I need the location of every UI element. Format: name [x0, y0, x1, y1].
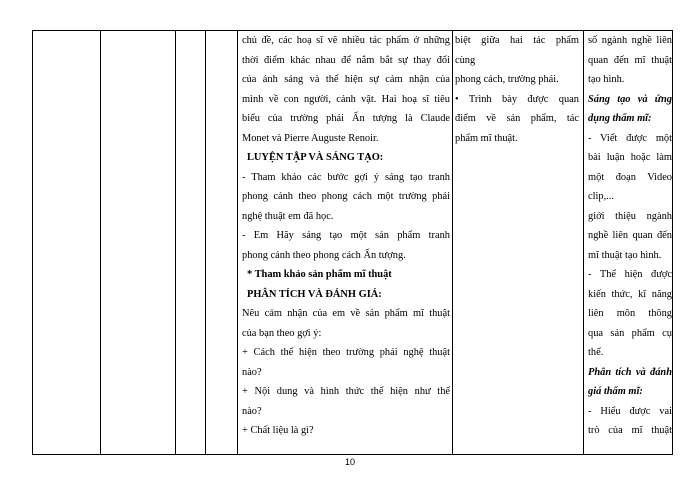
text-line: qua sản phẩm cụ: [588, 327, 672, 339]
text-line: quan đến mĩ thuật: [588, 54, 672, 66]
text-line: • Trình bày được quan: [455, 93, 579, 105]
text-line: Nêu cảm nhận của em về sản phẩm mĩ thuật: [242, 308, 450, 319]
text-line: trò của mĩ thuật: [588, 425, 672, 436]
text-line: - Thể hiện được: [588, 269, 672, 280]
content-column: [242, 31, 450, 456]
text-line: kiến thức, kĩ năng: [588, 288, 672, 300]
text-line: phẩm mĩ thuật.: [455, 132, 518, 144]
text-line: clip,...: [588, 191, 614, 202]
section-heading-practice: LUYỆN TẬP VÀ SÁNG TẠO:: [247, 152, 384, 163]
text-line: - Em Hãy sáng tạo một sản phẩm tranh: [242, 230, 450, 241]
text-line: mĩ thuật tạo hình.: [588, 249, 662, 261]
text-line: Monet và Pierre Auguste Renoir.: [242, 132, 379, 144]
text-line: một đoạn Video: [588, 171, 672, 183]
text-line: biểu của trường phái Ấn tượng là Claude: [242, 113, 450, 124]
text-line: phong cảnh theo phong cách Ấn tượng.: [242, 249, 406, 261]
competency-heading-analysis-cont: giá thẩm mĩ:: [588, 386, 643, 397]
text-line: + Nội dung và hình thức thể hiện như thế: [242, 386, 450, 397]
competencies-column: [588, 31, 672, 456]
text-line: của bạn theo gợi ý:: [242, 327, 322, 339]
text-line: chủ đề, các hoạ sĩ vẽ nhiều tác phẩm ở những: [242, 35, 450, 46]
reference-heading: * Tham khảo sản phẩm mĩ thuật: [247, 269, 392, 280]
text-line: mình về con người, cảnh vật. Hai hoạ sĩ tiêu: [242, 93, 450, 105]
table-border-left: [32, 30, 33, 455]
page-number: 10: [344, 457, 355, 467]
table-border-right: [672, 30, 673, 455]
text-line: + Cách thể hiện theo trường phái nghệ thuật: [242, 347, 450, 358]
column-divider-1: [100, 30, 101, 455]
text-line: nghề liên quan đến: [588, 230, 672, 241]
text-line: thời điểm khác nhau để nắm bắt sự thay đổi: [242, 54, 450, 66]
text-line: phong cảnh theo phong cách một trường phái: [242, 191, 450, 202]
text-line: nào?: [242, 366, 262, 378]
column-divider-6: [583, 30, 584, 455]
competency-heading-analysis: Phân tích và đánh: [588, 366, 672, 378]
column-divider-4: [237, 30, 238, 455]
text-line: - Hiểu được vai: [588, 405, 672, 417]
section-heading-analysis: PHÂN TÍCH VÀ ĐÁNH GIÁ:: [247, 288, 382, 300]
text-line: - Tham khảo các bước gợi ý sáng tạo tranh: [242, 171, 450, 183]
column-divider-2: [175, 30, 176, 455]
column-divider-3: [205, 30, 206, 455]
objectives-column: [455, 31, 579, 456]
text-line: phong cách, trường phái.: [455, 74, 559, 85]
competency-heading-creative: Sáng tạo và ứng: [588, 93, 672, 105]
column-divider-5: [452, 30, 453, 455]
text-line: - Viết được một: [588, 132, 672, 144]
text-line: nghệ thuật em đã học.: [242, 210, 334, 222]
text-line: thể.: [588, 347, 604, 358]
text-line: liên môn thông: [588, 308, 672, 319]
text-line: của ánh sáng và thể hiện sự cảm nhận của: [242, 74, 450, 85]
text-line: biệt giữa hai tác phẩm: [455, 35, 579, 46]
text-line: bài luận hoặc làm: [588, 152, 672, 163]
text-line: cùng: [455, 54, 476, 66]
text-line: + Chất liệu là gì?: [242, 425, 314, 436]
text-line: nào?: [242, 405, 262, 417]
text-line: số ngành nghề liên: [588, 35, 672, 46]
text-line: điểm về sản phẩm, tác: [455, 113, 579, 124]
competency-heading-creative-cont: dụng thẩm mĩ:: [588, 113, 652, 124]
text-line: tạo hình.: [588, 74, 625, 85]
text-line: giới thiệu ngành: [588, 210, 672, 222]
